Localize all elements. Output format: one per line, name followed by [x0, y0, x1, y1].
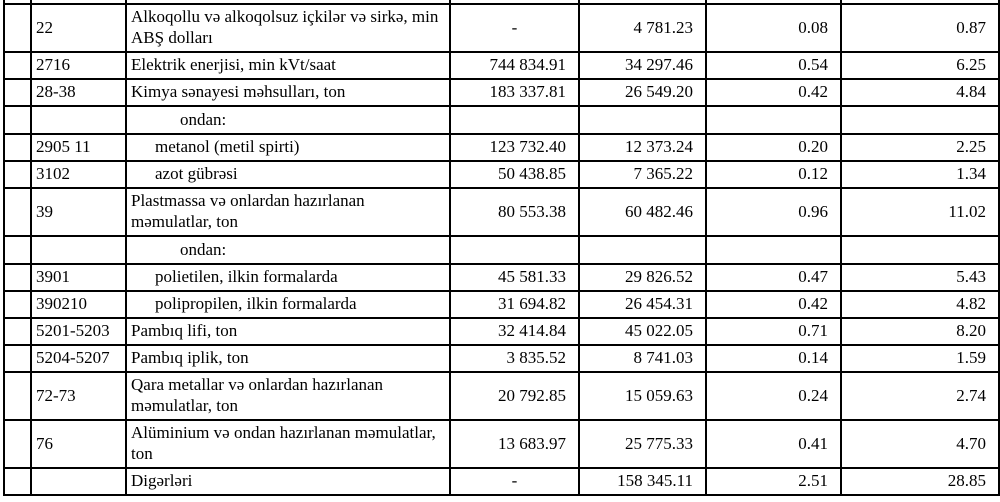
share2-cell: [841, 236, 999, 264]
table-row: [4, 79, 999, 106]
quantity-cell: -: [450, 468, 579, 495]
code-cell: 39: [31, 188, 126, 236]
code-cell: 5201-5203: [31, 318, 126, 345]
blank-cell: [4, 188, 31, 236]
blank-cell: [4, 420, 31, 468]
value-cell: 34 297.46: [579, 52, 706, 79]
share2-cell: 1.34: [841, 161, 999, 188]
share2-cell: 1.59: [841, 345, 999, 372]
share1-cell: [706, 106, 841, 134]
table-row: [4, 264, 999, 291]
blank-cell: [4, 4, 31, 52]
share1-cell: 0.24: [706, 372, 841, 420]
blank-cell: [4, 134, 31, 161]
share2-cell: 11.02: [841, 188, 999, 236]
value-cell: 45 022.05: [579, 318, 706, 345]
table-row: [4, 291, 999, 318]
quantity-cell: 31 694.82: [450, 291, 579, 318]
share2-cell: 2.25: [841, 134, 999, 161]
value-cell: 4 781.23: [579, 4, 706, 52]
share2-cell: 0.87: [841, 4, 999, 52]
name-cell: metanol (metil spirti): [126, 134, 450, 161]
table-row: [4, 236, 999, 264]
value-cell: 25 775.33: [579, 420, 706, 468]
table-row: [4, 372, 999, 420]
blank-cell: [4, 291, 31, 318]
table-row: [4, 188, 999, 236]
table-row: [4, 318, 999, 345]
name-cell: Alkoqollu və alkoqolsuz içkilər və sirkə, min ABŞ dolları: [126, 4, 450, 52]
table-row: [4, 468, 999, 495]
share2-cell: 8.20: [841, 318, 999, 345]
quantity-cell: 45 581.33: [450, 264, 579, 291]
quantity-cell: 123 732.40: [450, 134, 579, 161]
share1-cell: 0.08: [706, 4, 841, 52]
value-cell: 12 373.24: [579, 134, 706, 161]
quantity-cell: 3 835.52: [450, 345, 579, 372]
name-cell: ondan:: [126, 236, 450, 264]
blank-cell: [4, 79, 31, 106]
value-cell: 60 482.46: [579, 188, 706, 236]
name-cell: polietilen, ilkin formalarda: [126, 264, 450, 291]
code-cell: [31, 236, 126, 264]
code-cell: [31, 106, 126, 134]
code-cell: 72-73: [31, 372, 126, 420]
share1-cell: 0.20: [706, 134, 841, 161]
blank-cell: [4, 318, 31, 345]
code-cell: 22: [31, 4, 126, 52]
blank-cell: [4, 52, 31, 79]
value-cell: 26 549.20: [579, 79, 706, 106]
share2-cell: 5.43: [841, 264, 999, 291]
name-cell: Digərləri: [126, 468, 450, 495]
share2-cell: [841, 106, 999, 134]
name-cell: Alüminium və ondan hazırlanan məmulatlar, ton: [126, 420, 450, 468]
code-cell: [31, 468, 126, 495]
share1-cell: 0.42: [706, 79, 841, 106]
table-row: [4, 161, 999, 188]
share1-cell: 0.54: [706, 52, 841, 79]
code-cell: 2716: [31, 52, 126, 79]
share1-cell: 0.41: [706, 420, 841, 468]
code-cell: 28-38: [31, 79, 126, 106]
code-cell: 76: [31, 420, 126, 468]
blank-cell: [4, 468, 31, 495]
share1-cell: 2.51: [706, 468, 841, 495]
code-cell: 5204-5207: [31, 345, 126, 372]
share2-cell: 4.84: [841, 79, 999, 106]
share2-cell: 4.70: [841, 420, 999, 468]
share2-cell: 4.82: [841, 291, 999, 318]
code-cell: 3901: [31, 264, 126, 291]
share1-cell: 0.47: [706, 264, 841, 291]
table-row: [4, 345, 999, 372]
value-cell: [579, 236, 706, 264]
name-cell: Pambıq lifi, ton: [126, 318, 450, 345]
quantity-cell: 32 414.84: [450, 318, 579, 345]
share1-cell: 0.42: [706, 291, 841, 318]
quantity-cell: 183 337.81: [450, 79, 579, 106]
value-cell: [579, 106, 706, 134]
blank-cell: [4, 345, 31, 372]
value-cell: 8 741.03: [579, 345, 706, 372]
share1-cell: 0.96: [706, 188, 841, 236]
blank-cell: [4, 106, 31, 134]
blank-cell: [4, 372, 31, 420]
quantity-cell: 13 683.97: [450, 420, 579, 468]
share2-cell: 28.85: [841, 468, 999, 495]
value-cell: 29 826.52: [579, 264, 706, 291]
code-cell: 3102: [31, 161, 126, 188]
table-row: [4, 420, 999, 468]
table-row: [4, 134, 999, 161]
name-cell: Plastmassa və onlardan hazırlanan məmulatlar, ton: [126, 188, 450, 236]
name-cell: azot gübrəsi: [126, 161, 450, 188]
blank-cell: [4, 236, 31, 264]
share1-cell: [706, 236, 841, 264]
share1-cell: 0.14: [706, 345, 841, 372]
value-cell: 26 454.31: [579, 291, 706, 318]
quantity-cell: -: [450, 4, 579, 52]
table-row: [4, 52, 999, 79]
quantity-cell: 744 834.91: [450, 52, 579, 79]
share1-cell: 0.71: [706, 318, 841, 345]
code-cell: 2905 11: [31, 134, 126, 161]
quantity-cell: 20 792.85: [450, 372, 579, 420]
name-cell: Elektrik enerjisi, min kVt/saat: [126, 52, 450, 79]
name-cell: polipropilen, ilkin formalarda: [126, 291, 450, 318]
code-cell: 390210: [31, 291, 126, 318]
table-body: [4, 0, 999, 495]
name-cell: ondan:: [126, 106, 450, 134]
name-cell: Pambıq iplik, ton: [126, 345, 450, 372]
value-cell: 158 345.11: [579, 468, 706, 495]
share2-cell: 6.25: [841, 52, 999, 79]
value-cell: 15 059.63: [579, 372, 706, 420]
blank-cell: [4, 161, 31, 188]
quantity-cell: 80 553.38: [450, 188, 579, 236]
share2-cell: 2.74: [841, 372, 999, 420]
quantity-cell: 50 438.85: [450, 161, 579, 188]
share1-cell: 0.12: [706, 161, 841, 188]
table-row: [4, 106, 999, 134]
name-cell: Kimya sənayesi məhsulları, ton: [126, 79, 450, 106]
quantity-cell: [450, 236, 579, 264]
table-row: [4, 4, 999, 52]
name-cell: Qara metallar və onlardan hazırlanan məmulatlar, ton: [126, 372, 450, 420]
commodities-table: [3, 0, 1000, 496]
blank-cell: [4, 264, 31, 291]
quantity-cell: [450, 106, 579, 134]
value-cell: 7 365.22: [579, 161, 706, 188]
